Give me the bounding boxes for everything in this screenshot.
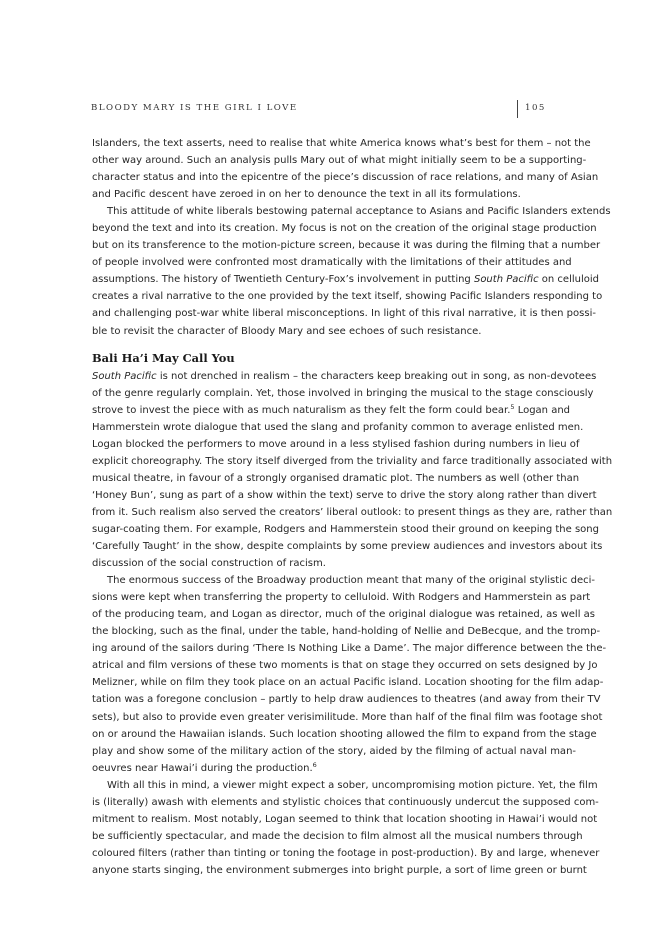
text-line: This attitude of white liberals bestowing paternal acceptance to Asians and Pacific Islanders extends (107, 206, 611, 218)
section-heading: Bali Ha’i May Call You (92, 350, 235, 365)
text-line: beyond the text and into its creation. My focus is not on the creation of the original stage production (92, 223, 597, 235)
paragraph (92, 368, 613, 573)
text-line: Hammerstein wrote dialogue that used the slang and profanity common to average enlisted men. (92, 421, 584, 433)
running-head (91, 100, 561, 118)
paragraph (92, 777, 600, 879)
text-line: but on its transference to the motion-picture screen, because it was during the filming that a number (92, 240, 601, 252)
text-line: South Pacific is not drenched in realism – the characters keep breaking out in song, as non-devotees (92, 370, 597, 382)
text-line: tation was a foregone conclusion – partly to help draw audiences to theatres (and away from their TV (92, 694, 601, 706)
text-line: and Pacific descent have zeroed in on her to denounce the text in all its formulations. (92, 189, 521, 201)
text-line: character status and into the epicentre of the piece’s discussion of race relations, and many of Asian (92, 172, 599, 184)
text-line: is (literally) awash with elements and stylistic choices that continuously undercut the supposed com- (92, 796, 599, 808)
text-line: Logan blocked the performers to move around in a less stylised fashion during numbers in lieu of (92, 438, 580, 450)
running-head-title: BLOODY MARY IS THE GIRL I LOVE (91, 103, 298, 113)
text-line: be sufficiently spectacular, and made the decision to film almost all the musical numbers through (92, 830, 583, 842)
text-line: anyone starts singing, the environment submerges into bright purple, a sort of lime green or burnt (92, 864, 587, 876)
text-line: on or around the Hawaiian islands. Such location shooting allowed the film to expand from the stage (92, 728, 597, 740)
text-line: explicit choreography. The story itself diverged from the triviality and farce traditionally associated with (92, 455, 613, 467)
text-line: the blocking, such as the final, under the table, hand-holding of Nellie and DeBecque, and the tromp- (92, 626, 601, 638)
page-number: 105 (525, 103, 546, 113)
text-line: The enormous success of the Broadway production meant that many of the original stylistic deci- (107, 575, 596, 587)
running-head-divider (517, 100, 518, 118)
text-line: strove to invest the piece with as much naturalism as they felt the form could bear.$^5$ Logan and (92, 402, 571, 416)
paragraph (92, 572, 607, 777)
text-line: musical theatre, in favour of a strongly organised dramatic plot. The numbers as well (other than (92, 472, 580, 484)
text-line: ing around of the sailors during ‘There Is Nothing Like a Dame’. The major difference between the the- (92, 643, 607, 655)
text-line: and challenging post-war white liberal misconceptions. In light of this rival narrative, it is then possi- (92, 308, 596, 320)
text-line: sugar-coating them. For example, Rodgers and Hammerstein stood their ground on keeping the song (92, 523, 599, 535)
text-line: sets), but also to provide even greater verisimilitude. More than half of the final film was footage shot (92, 711, 603, 723)
film-title: South Pacific (92, 370, 157, 382)
film-title: South Pacific (473, 274, 539, 286)
text-line: Melizner, while on film they took place on an actual Pacific island. Location shooting for the film adap- (92, 677, 604, 689)
footnote-ref[interactable]: 5 (510, 402, 515, 411)
text-line: from it. Such realism also served the creators’ liberal outlook: to present things as they are, rather than (92, 506, 613, 518)
text-line: coloured filters (rather than tinting or toning the footage in post-production). By and large, whenever (92, 847, 600, 859)
text-line: creates a rival narrative to the one provided by the text itself, showing Pacific Islanders responding to (92, 291, 603, 303)
text-line: ‘Carefully Taught’ in the show, despite complaints by some preview audiences and investors about its (92, 541, 603, 553)
paragraph-continuation (92, 135, 599, 203)
text-line: With all this in mind, a viewer might expect a sober, uncompromising motion picture. Yet, the film (107, 779, 598, 791)
footnote-ref[interactable]: 6 (312, 760, 317, 769)
text-line: sions were kept when transferring the property to celluloid. With Rodgers and Hammerstein as part (92, 592, 591, 604)
text-line: assumptions. The history of Twentieth Century-Fox’s involvement in putting South Pacific on celluloid (92, 274, 599, 286)
paragraph (92, 203, 611, 339)
text-line: of the producing team, and Logan as director, much of the original dialogue was retained, as well as (92, 609, 595, 621)
text-line: play and show some of the military action of the story, aided by the filming of actual naval man- (92, 745, 577, 757)
body-text (92, 135, 613, 879)
text-line: other way around. Such an analysis pulls Mary out of what might initially seem to be a supporting- (92, 155, 587, 167)
text-line: ‘Honey Bun’, sung as part of a show within the text) serve to drive the story along rather than divert (92, 489, 597, 501)
text-line: Islanders, the text asserts, need to realise that white America knows what’s best for them – not the (92, 138, 591, 149)
text-line: of people involved were confronted most dramatically with the limitations of their attitudes and (92, 257, 572, 269)
text-line: of the genre regularly complain. Yet, those involved in bringing the musical to the stage consciously (92, 387, 594, 399)
text-line: mitment to realism. Most notably, Logan seemed to think that location shooting in Hawai’i would not (92, 813, 598, 825)
text-line: oeuvres near Hawai’i during the production.$^6$ (92, 760, 317, 774)
text-line: discussion of the social construction of racism. (92, 558, 326, 570)
text-line: ble to revisit the character of Bloody Mary and see echoes of such resistance. (92, 325, 482, 337)
text-line: atrical and film versions of these two moments is that on stage they occurred on sets designed by Jo (92, 660, 598, 672)
